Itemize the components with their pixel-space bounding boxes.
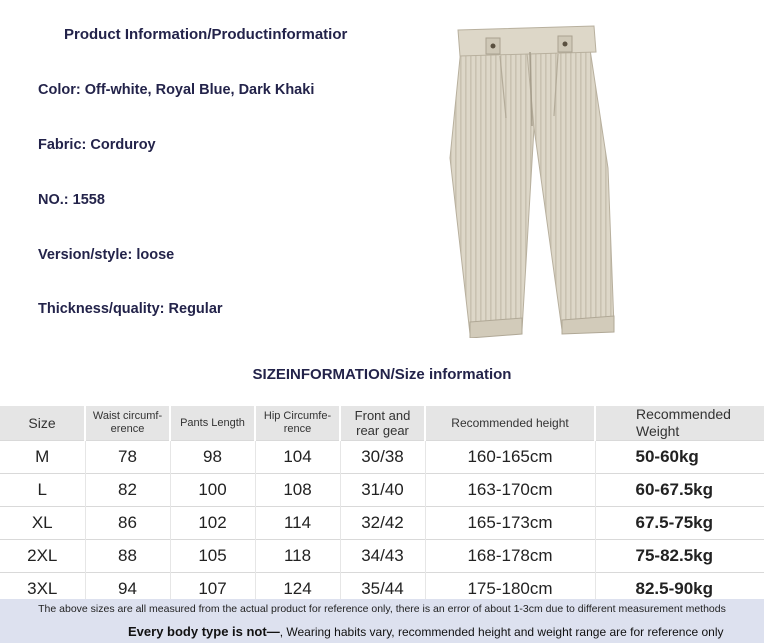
table-row xyxy=(0,441,764,474)
cell-weight: 60-67.5kg xyxy=(595,474,764,507)
spec-color: Color: Off-white, Royal Blue, Dark Khaki xyxy=(38,82,315,98)
table-row xyxy=(0,507,764,540)
cell-weight: 67.5-75kg xyxy=(595,507,764,540)
cell-gear: 34/43 xyxy=(340,540,425,573)
cell-length: 105 xyxy=(170,540,255,573)
cell-size: M xyxy=(0,441,85,474)
product-info-title: Product Information/Productinformatior xyxy=(64,26,348,43)
body-type-note-lead: Every body type is not— xyxy=(128,624,280,639)
cell-length: 102 xyxy=(170,507,255,540)
cell-hip: 124 xyxy=(255,573,340,606)
header-length: Pants Length xyxy=(170,406,255,441)
table-row xyxy=(0,474,764,507)
cell-height: 160-165cm xyxy=(425,441,595,474)
cell-weight: 75-82.5kg xyxy=(595,540,764,573)
cell-gear: 30/38 xyxy=(340,441,425,474)
body-type-note xyxy=(128,624,724,639)
body-type-note-rest: , Wearing habits vary, recommended height and weight range are for reference only xyxy=(279,625,724,639)
header-hip: Hip Circumfe-rence xyxy=(255,406,340,441)
cell-weight: 50-60kg xyxy=(595,441,764,474)
cell-gear: 35/44 xyxy=(340,573,425,606)
cell-waist: 78 xyxy=(85,441,170,474)
cell-waist: 86 xyxy=(85,507,170,540)
cell-size: L xyxy=(0,474,85,507)
cell-height: 175-180cm xyxy=(425,573,595,606)
cell-length: 100 xyxy=(170,474,255,507)
cell-length: 107 xyxy=(170,573,255,606)
cell-hip: 114 xyxy=(255,507,340,540)
cell-hip: 118 xyxy=(255,540,340,573)
size-table-header-row xyxy=(0,406,764,441)
header-height: Recommended height xyxy=(425,406,595,441)
cell-size: 3XL xyxy=(0,573,85,606)
spec-fabric: Fabric: Corduroy xyxy=(38,137,156,153)
measurement-note: The above sizes are all measured from the actual product for reference only, there is an error of about 1-3cm due to different measurement methods xyxy=(38,603,726,615)
pants-product-image xyxy=(430,8,620,338)
cell-gear: 32/42 xyxy=(340,507,425,540)
header-gear: Front and rear gear xyxy=(340,406,425,441)
cell-size: XL xyxy=(0,507,85,540)
cell-size: 2XL xyxy=(0,540,85,573)
cell-length: 98 xyxy=(170,441,255,474)
cell-weight: 82.5-90kg xyxy=(595,573,764,606)
cell-hip: 104 xyxy=(255,441,340,474)
header-waist: Waist circumf-erence xyxy=(85,406,170,441)
cell-hip: 108 xyxy=(255,474,340,507)
table-row xyxy=(0,540,764,573)
cell-waist: 82 xyxy=(85,474,170,507)
cell-height: 165-173cm xyxy=(425,507,595,540)
size-table xyxy=(0,406,764,605)
cell-height: 168-178cm xyxy=(425,540,595,573)
cell-height: 163-170cm xyxy=(425,474,595,507)
spec-number: NO.: 1558 xyxy=(38,192,105,208)
spec-version: Version/style: loose xyxy=(38,247,175,263)
size-info-title: SIZEINFORMATION/Size information xyxy=(252,366,512,383)
cell-waist: 88 xyxy=(85,540,170,573)
cell-waist: 94 xyxy=(85,573,170,606)
header-weight: Recommended Weight xyxy=(595,406,764,441)
header-size: Size xyxy=(0,406,85,441)
cell-gear: 31/40 xyxy=(340,474,425,507)
spec-thickness: Thickness/quality: Regular xyxy=(38,301,223,317)
